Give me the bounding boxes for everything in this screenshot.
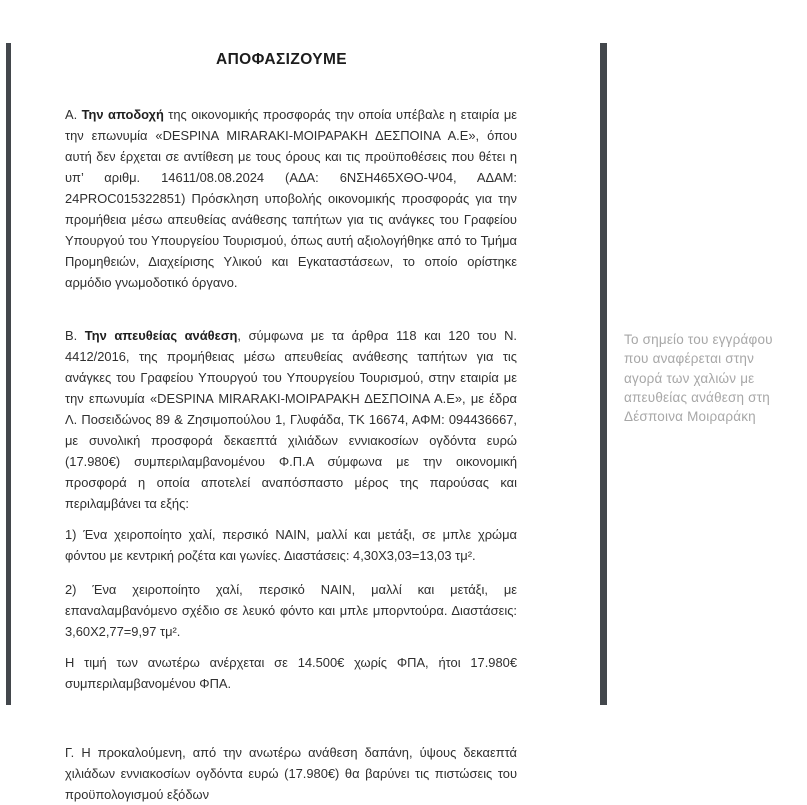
- paragraph-a-prefix: Α.: [65, 107, 82, 122]
- paragraph-b-body: , σύμφωνα με τα άρθρα 118 και 120 του Ν. 4412/2016, της προμήθειας μέσω απευθείας ανάθεσης ταπήτων για τις ανάγκες του Γραφείου Υπουργού του Υπουργείου Τουρισμού, στην εταιρία με την επωνυμία «DESPINA MIRARAKI-ΜΟΙΡΑΡΑΚΗ ΔΕΣΠΟΙΝΑ Α.Ε», με έδρα Λ. Ποσειδώνος 89 & Ζησιμοπούλου 1, Γλυφάδα, ΤΚ 16674, ΑΦΜ: 094436667, με συνολική προσφορά δεκαεπτά χιλιάδων εννιακοσίων ογδόντα ευρώ (17.980€) συμπεριλαμβανομένου Φ.Π.Α σύμφωνα με την οικονομική προσφορά η οποία αποτελεί αναπόσπαστο μέρος της παρούσας και περιλαμβάνει τα εξής:: [65, 328, 517, 511]
- price-note: Η τιμή των ανωτέρω ανέρχεται σε 14.500€ χωρίς ΦΠΑ, ήτοι 17.980€ συμπεριλαμβανομένου ΦΠΑ.: [65, 655, 517, 691]
- decision-heading: ΑΠΟΦΑΣΙΖΟΥΜΕ: [216, 51, 348, 68]
- carpet-item-1: 1) Ένα χειροποίητο χαλί, περσικό ΝΑΙΝ, μαλλί και μετάξι, σε μπλε χρώμα φόντου με κεντρική ροζέτα και γωνίες. Διαστάσεις: 4,30Χ3,03=13,03 τμ².: [65, 527, 517, 563]
- paragraph-b-bold-lead: Την απευθείας ανάθεση: [84, 328, 238, 343]
- paragraph-b: [65, 325, 517, 514]
- page-left-edge-bar: [6, 43, 11, 705]
- margin-annotation: Το σημείο του εγγράφου που αναφέρεται στην αγορά των χαλιών με απευθείας ανάθεση στη Δέσποινα Μοιραράκη: [624, 332, 773, 425]
- page-right-edge-bar: [600, 43, 607, 705]
- paragraph-c: Γ. Η προκαλούμενη, από την ανωτέρω ανάθεση δαπάνη, ύψους δεκαεπτά χιλιάδων εννιακοσίων ογδόντα ευρώ (17.980€) θα βαρύνει τις πιστώσεις του προϋπολογισμού εξόδων: [65, 745, 517, 802]
- paragraph-b-prefix: Β.: [65, 328, 85, 343]
- paragraph-a: [65, 104, 517, 293]
- document-page: [65, 49, 517, 805]
- carpet-item-2: 2) Ένα χειροποίητο χαλί, περσικό ΝΑΙΝ, μαλλί και μετάξι, με επαναλαμβανόμενο σχέδιο σε λευκό φόντο και μπλε μπορντούρα. Διαστάσεις: 3,60Χ2,77=9,97 τμ².: [65, 582, 517, 639]
- paragraph-a-bold-lead: Την αποδοχή: [81, 107, 164, 122]
- paragraph-a-body: της οικονομικής προσφοράς την οποία υπέβαλε η εταιρία με την επωνυμία «DESPINA MIRARAKI-ΜΟΙΡΑΡΑΚΗ ΔΕΣΠΟΙΝΑ Α.Ε», όπου αυτή δεν έρχεται σε αντίθεση με τους όρους και τις προϋποθέσεις που θέτει η υπ’ αριθμ. 14611/08.08.2024 (ΑΔΑ: 6ΝΣΗ465ΧΘΟ-Ψ04, ΑΔΑΜ: 24PROC015322851) Πρόσκληση υποβολής οικονομικής προσφοράς για την προμήθεια μέσω απευθείας ανάθεσης ταπήτων για τις ανάγκες του Γραφείου Υπουργού του Υπουργείου Τουρισμού, όπως αυτή αξιολογήθηκε από το Τμήμα Προμηθειών, Διαχείρισης Υλικού και Εγκαταστάσεων, το οποίο ορίστηκε αρμόδιο γνωμοδοτικό όργανο.: [65, 107, 517, 290]
